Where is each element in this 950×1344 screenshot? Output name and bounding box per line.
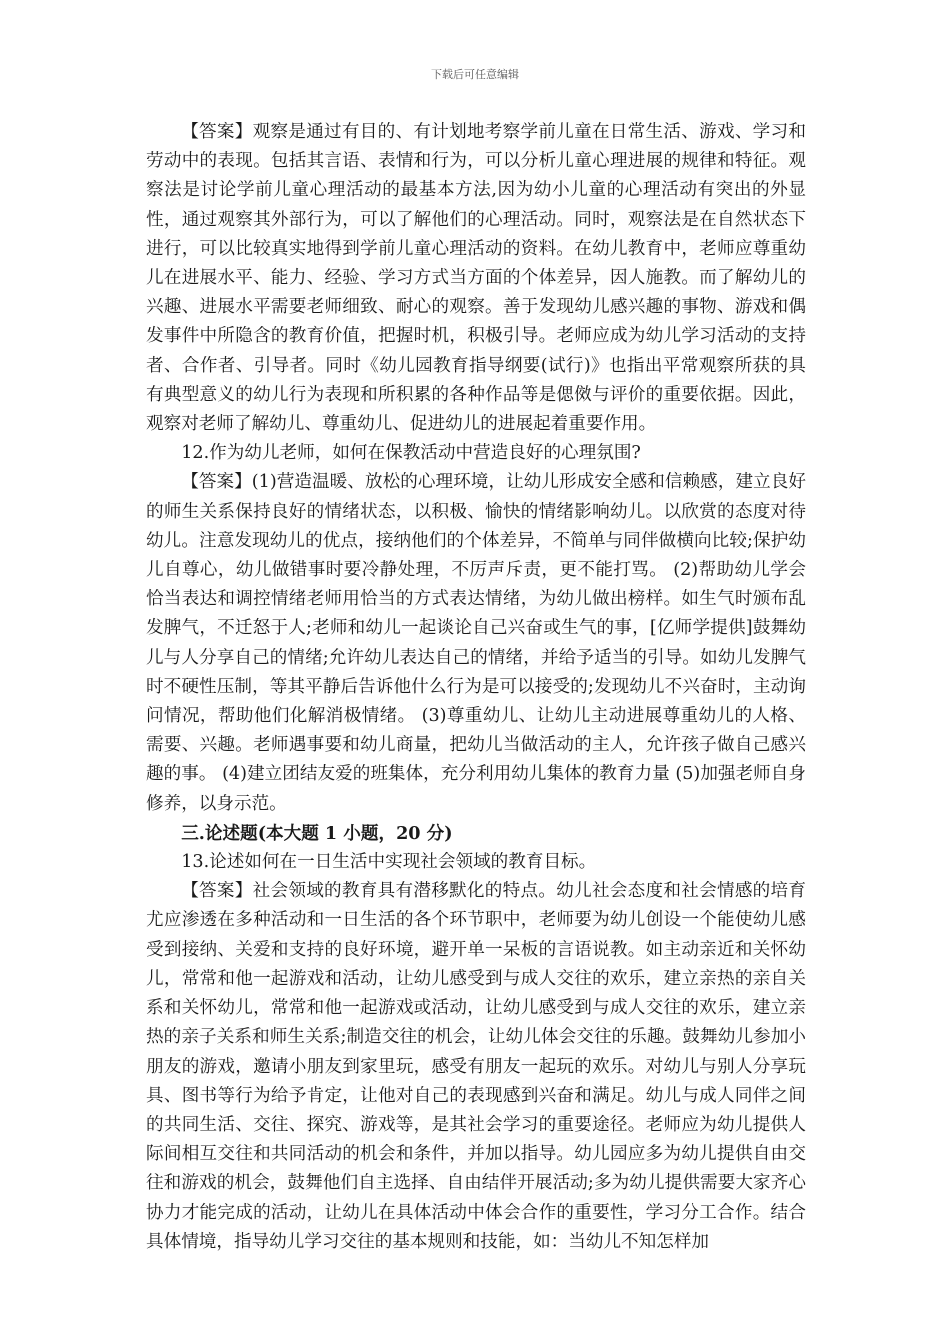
section-heading: 三.论述题(本大题 1 小题，20 分): [181, 822, 453, 844]
answer-12-paragraph: 【答案】(1)营造温暖、放松的心理环境，让幼儿形成安全感和信赖感，建立良好的师生关系保持良好的情绪状态，以积极、愉快的情绪影响幼儿。以欣赏的态度对待幼儿。注意发现幼儿的优点，接纳他们的个体差异，不简单与同伴做横向比较;保护幼儿自尊心，幼儿做错事时要冷静处理，不厉声斥责，更不能打骂。 (2)帮助幼儿学会恰当表达和调控情绪老师用恰当的方式表达情绪，为幼儿做出榜样。如生气时颁布乱发脾气，不迁怒于人;老师和幼儿一起谈论自己兴奋或生气的事，[亿师学提供]鼓舞幼儿与人分享自己的情绪;允许幼儿表达自己的情绪，并给予适当的引导。如幼儿发脾气时不硬性压制，等其平静后告诉他什么行为是可以接受的;发现幼儿不兴奋时，主动询问情况，帮助他们化解消极情绪。 (3)尊重幼儿、让幼儿主动进展尊重幼儿的人格、需要、兴趣。老师遇事要和幼儿商量，把幼儿当做活动的主人，允许孩子做自己感兴趣的事。 (4)建立团结友爱的班集体，充分利用幼儿集体的教育力量 (5)加强老师自身修养，以身示范。: [146, 472, 806, 814]
question-13: 13.论述如何在一日生活中实现社会领域的教育目标。: [181, 852, 597, 873]
document-body: [146, 118, 806, 1257]
question-12: 12.作为幼儿老师，如何在保教活动中营造良好的心理氛围?: [181, 443, 641, 464]
page-header: 下载后可任意编辑: [431, 68, 519, 81]
answer-11-paragraph: 【答案】观察是通过有目的、有计划地考察学前儿童在日常生活、游戏、学习和劳动中的表现。包括其言语、表情和行为，可以分析儿童心理进展的规律和特征。观察法是讨论学前儿童心理活动的最基本方法,因为幼小儿童的心理活动有突出的外显性，通过观察其外部行为，可以了解他们的心理活动。同时，观察法是在自然状态下进行，可以比较真实地得到学前儿童心理活动的资料。在幼儿教育中，老师应尊重幼儿在进展水平、能力、经验、学习方式当方面的个体差异，因人施教。而了解幼儿的兴趣、进展水平需要老师细致、耐心的观察。善于发现幼儿感兴趣的事物、游戏和偶发事件中所隐含的教育价值，把握时机，积极引导。老师应成为幼儿学习活动的支持者、合作者、引导者。同时《幼儿园教育指导纲要(试行)》也指出平常观察所获的具有典型意义的幼儿行为表现和所积累的各种作品等是偲傚与评价的重要依据。因此，观察对老师了解幼儿、尊重幼儿、促进幼儿的进展起着重要作用。: [146, 122, 806, 435]
answer-13-paragraph: 【答案】社会领域的教育具有潜移默化的特点。幼儿社会态度和社会情感的培育尤应渗透在多种活动和一日生活的各个环节职中，老师要为幼儿创设一个能使幼儿感受到接纳、关爱和支持的良好环境，避开单一呆板的言语说教。如主动亲近和关怀幼儿，常常和他一起游戏和活动，让幼儿感受到与成人交往的欢乐，建立亲热的亲自关系和关怀幼儿，常常和他一起游戏或活动，让幼儿感受到与成人交往的欢乐，建立亲热的亲子关系和师生关系;制造交往的机会，让幼儿体会交往的乐趣。鼓舞幼儿参加小朋友的游戏，邀请小朋友到家里玩，感受有朋友一起玩的欢乐。对幼儿与别人分享玩具、图书等行为给予肯定，让他对自己的表现感到兴奋和满足。幼儿与成人同伴之间的共同生活、交往、探究、游戏等，是其社会学习的重要途径。老师应为幼儿提供人际间相互交往和共同活动的机会和条件，并加以指导。幼儿园应多为幼儿提供自由交往和游戏的机会，鼓舞他们自主选择、自由结伴开展活动;多为幼儿提供需要大家齐心协力才能完成的活动，让幼儿在具体活动中体会合作的重要性，学习分工合作。结合具体情境，指导幼儿学习交往的基本规则和技能，如：当幼儿不知怎样加: [146, 881, 806, 1252]
